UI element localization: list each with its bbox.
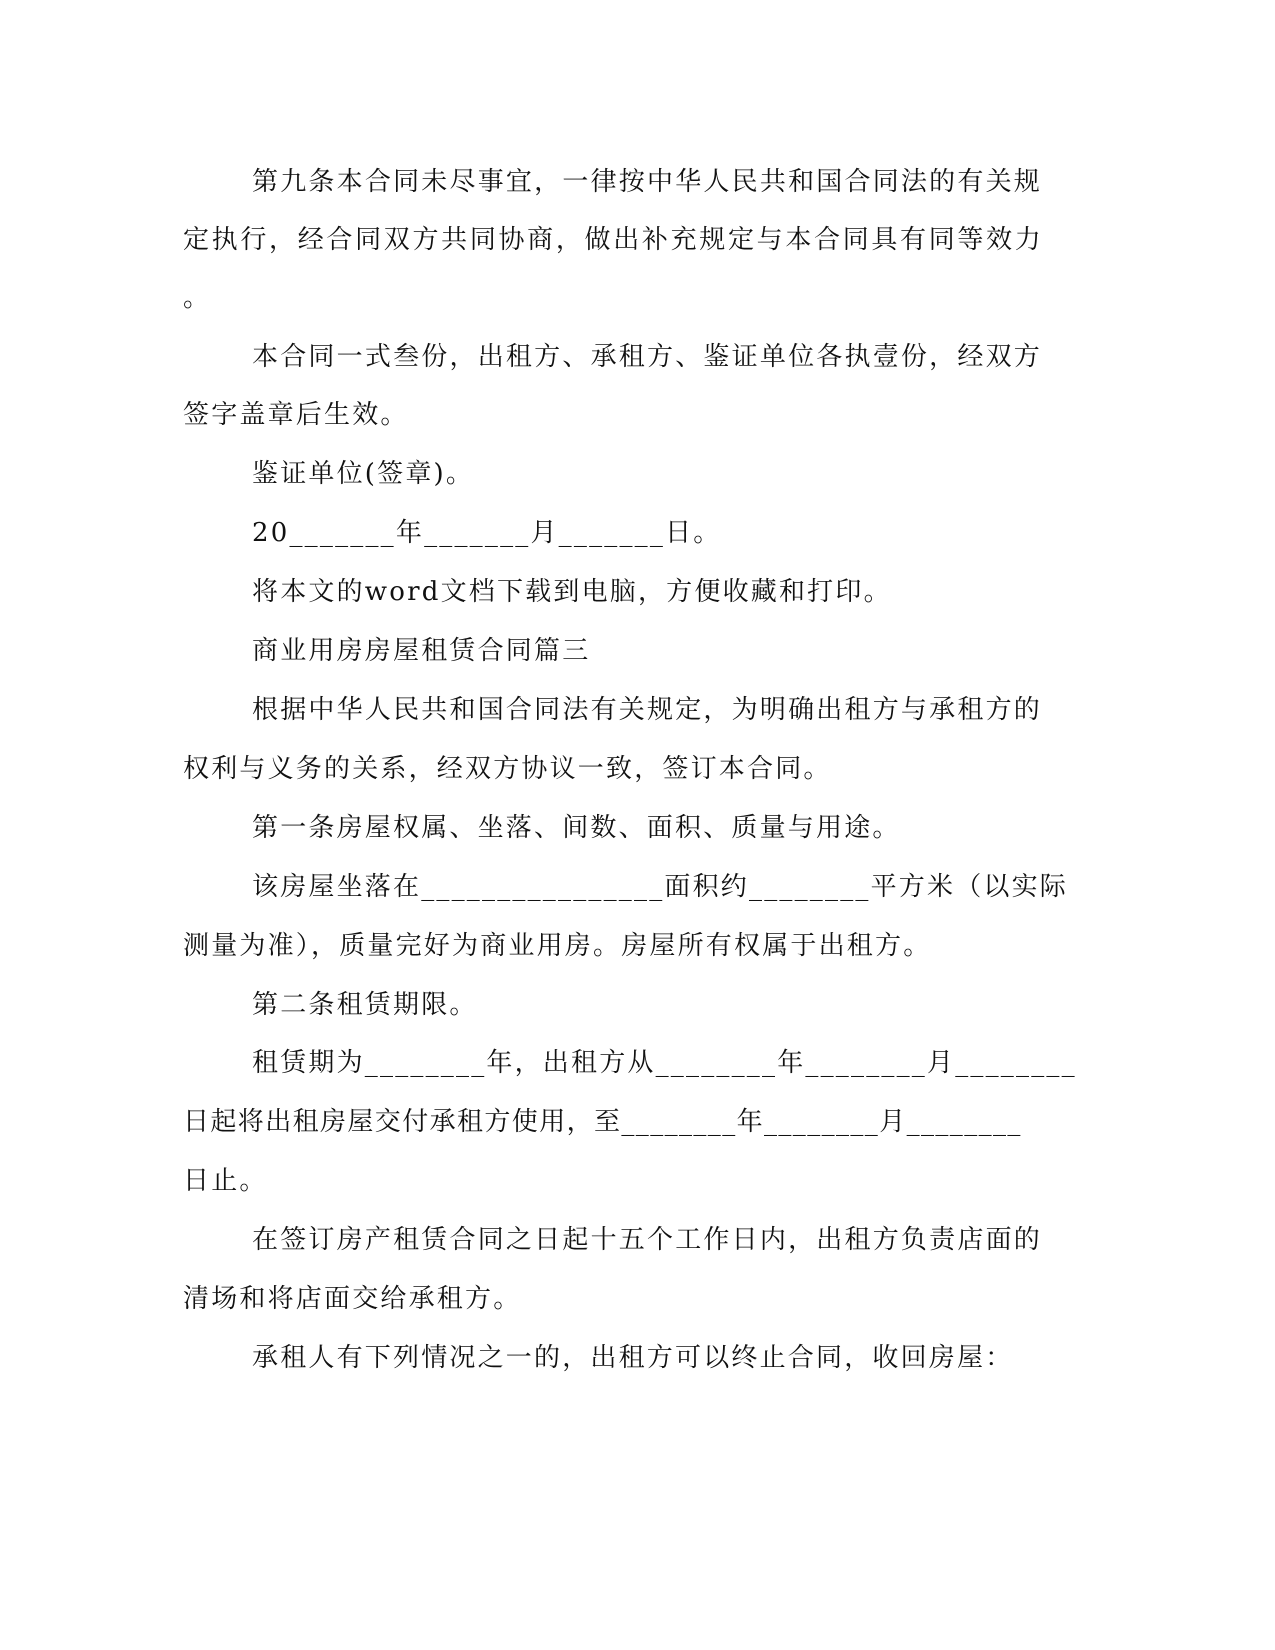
article-heading: 第一条房屋权属、坐落、间数、面积、质量与用途。 [252, 813, 901, 843]
paragraph-line: 本合同一式叁份，出租方、承租方、鉴证单位各执壹份，经双方 [252, 342, 1042, 372]
paragraph-line: 签字盖章后生效。 [183, 400, 409, 430]
section-heading: 商业用房房屋租赁合同篇三 [252, 636, 591, 666]
article-heading: 第二条租赁期限。 [252, 990, 478, 1020]
paragraph-line: 权利与义务的关系，经双方协议一致，签订本合同。 [183, 754, 832, 784]
paragraph-line: 该房屋坐落在________________面积约________平方米（以实际 [252, 872, 1069, 902]
paragraph-line: 日起将出租房屋交付承租方使用，至________年________月________ [183, 1107, 1022, 1137]
paragraph-line: 第九条本合同未尽事宜，一律按中华人民共和国合同法的有关规 [252, 167, 1042, 197]
paragraph-line: 定执行，经合同双方共同协商，做出补充规定与本合同具有同等效力 [183, 225, 1043, 255]
paragraph-line: 将本文的word文档下载到电脑，方便收藏和打印。 [252, 577, 892, 607]
paragraph-line: 根据中华人民共和国合同法有关规定，为明确出租方与承租方的 [252, 695, 1042, 725]
paragraph-line: 测量为准），质量完好为商业用房。房屋所有权属于出租方。 [183, 931, 932, 961]
date-line: 20_______年_______月_______日。 [252, 518, 722, 548]
paragraph-line: 日止。 [183, 1166, 268, 1196]
paragraph-line: 。 [183, 283, 212, 313]
paragraph-line: 鉴证单位(签章)。 [252, 459, 475, 489]
paragraph-line: 在签订房产租赁合同之日起十五个工作日内，出租方负责店面的 [252, 1225, 1042, 1255]
paragraph-line: 租赁期为________年，出租方从________年________月________ [252, 1048, 1077, 1078]
paragraph-line: 清场和将店面交给承租方。 [183, 1284, 522, 1314]
paragraph-line: 承租人有下列情况之一的，出租方可以终止合同，收回房屋： [252, 1343, 1014, 1373]
